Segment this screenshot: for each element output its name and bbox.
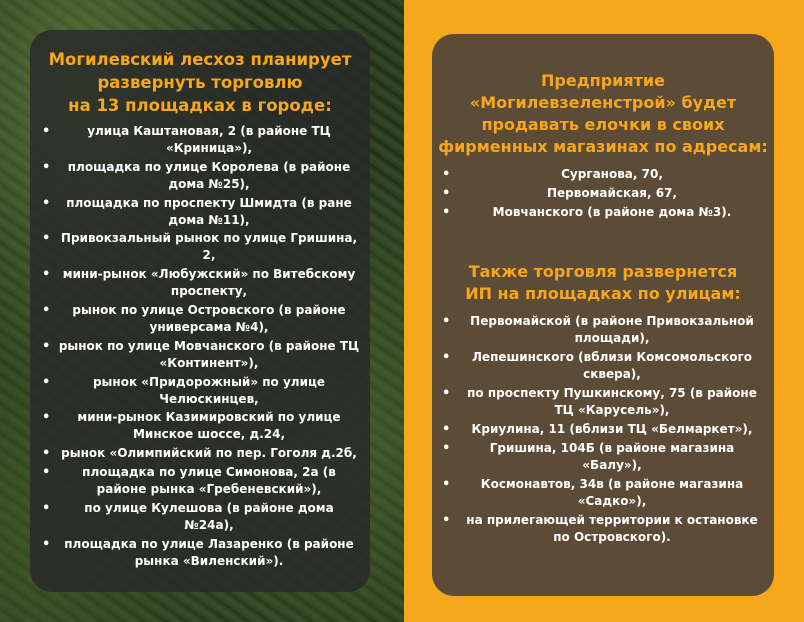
ip-locations-list	[436, 313, 770, 546]
forestry-title	[36, 48, 364, 117]
title-line: на 13 площадках в городе:	[68, 96, 332, 115]
list-item: • площадка по улице Королева (в районе дома №25),	[36, 159, 364, 193]
list-item: • площадка по проспекту Шмидта (в ране дома №11),	[36, 195, 364, 229]
list-item: • Мовчанского (в районе дома №3).	[436, 204, 770, 221]
title-line: Также торговля развернется	[468, 262, 738, 281]
list-item: • мини-рынок Казимировский по улице Минское шоссе, д.24,	[36, 409, 364, 443]
list-item: • по проспекту Пушкинскому, 75 (в районе ТЦ «Карусель»),	[436, 385, 770, 419]
list-item: • рынок «Олимпийский по пер. Гоголя д.2б,	[36, 445, 364, 462]
title-line: продавать елочки в своих	[481, 115, 725, 134]
title-line: «Могилевзеленстрой» будет	[469, 93, 737, 112]
title-line: ИП на площадках по улицам:	[465, 284, 741, 303]
list-item: • улица Каштановая, 2 (в районе ТЦ «Криница»),	[36, 123, 364, 157]
list-item: • рынок «Придорожный» по улице Челюскинцев,	[36, 374, 364, 408]
ip-title	[436, 261, 770, 305]
list-item: • Космонавтов, 34в (в районе магазина «Садко»),	[436, 476, 770, 510]
list-item: • рынок по улице Мовчанского (в районе ТЦ «Континент»),	[36, 338, 364, 372]
forestry-locations-list	[36, 123, 364, 570]
list-item: • рынок по улице Островского (в районе универсама №4),	[36, 302, 364, 336]
shops-list	[436, 166, 770, 221]
list-item: • Гришина, 104Б (в районе магазина «Балу»),	[436, 440, 770, 474]
list-item: • Лепешинского (вблизи Комсомольского сквера),	[436, 349, 770, 383]
list-item: • площадка по улице Симонова, 2а (в районе рынка «Гребеневский»),	[36, 464, 364, 498]
list-item: • Привокзальный рынок по улице Гришина, 2,	[36, 230, 364, 264]
zelenstroy-panel	[432, 34, 774, 596]
list-item: • Первомайской (в районе Привокзальной площади),	[436, 313, 770, 347]
list-item: • Первомайская, 67,	[436, 185, 770, 202]
zelenstroy-title	[436, 70, 770, 158]
list-item: • площадка по улице Лазаренко (в районе рынка «Виленский»).	[36, 536, 364, 570]
title-line: фирменных магазинах по адресам:	[438, 137, 768, 156]
list-item: • мини-рынок «Любужский» по Витебскому проспекту,	[36, 266, 364, 300]
list-item: • Криулина, 11 (вблизи ТЦ «Белмаркет»),	[436, 421, 770, 438]
list-item: • по улице Кулешова (в районе дома №24а),	[36, 500, 364, 534]
list-item: • Сурганова, 70,	[436, 166, 770, 183]
title-line: развернуть торговлю	[97, 73, 303, 92]
title-line: Предприятие	[541, 71, 665, 90]
title-line: Могилевский лесхоз планирует	[48, 50, 352, 69]
forestry-panel	[30, 30, 370, 592]
list-item: • на прилегающей территории к остановке по Островского).	[436, 512, 770, 546]
